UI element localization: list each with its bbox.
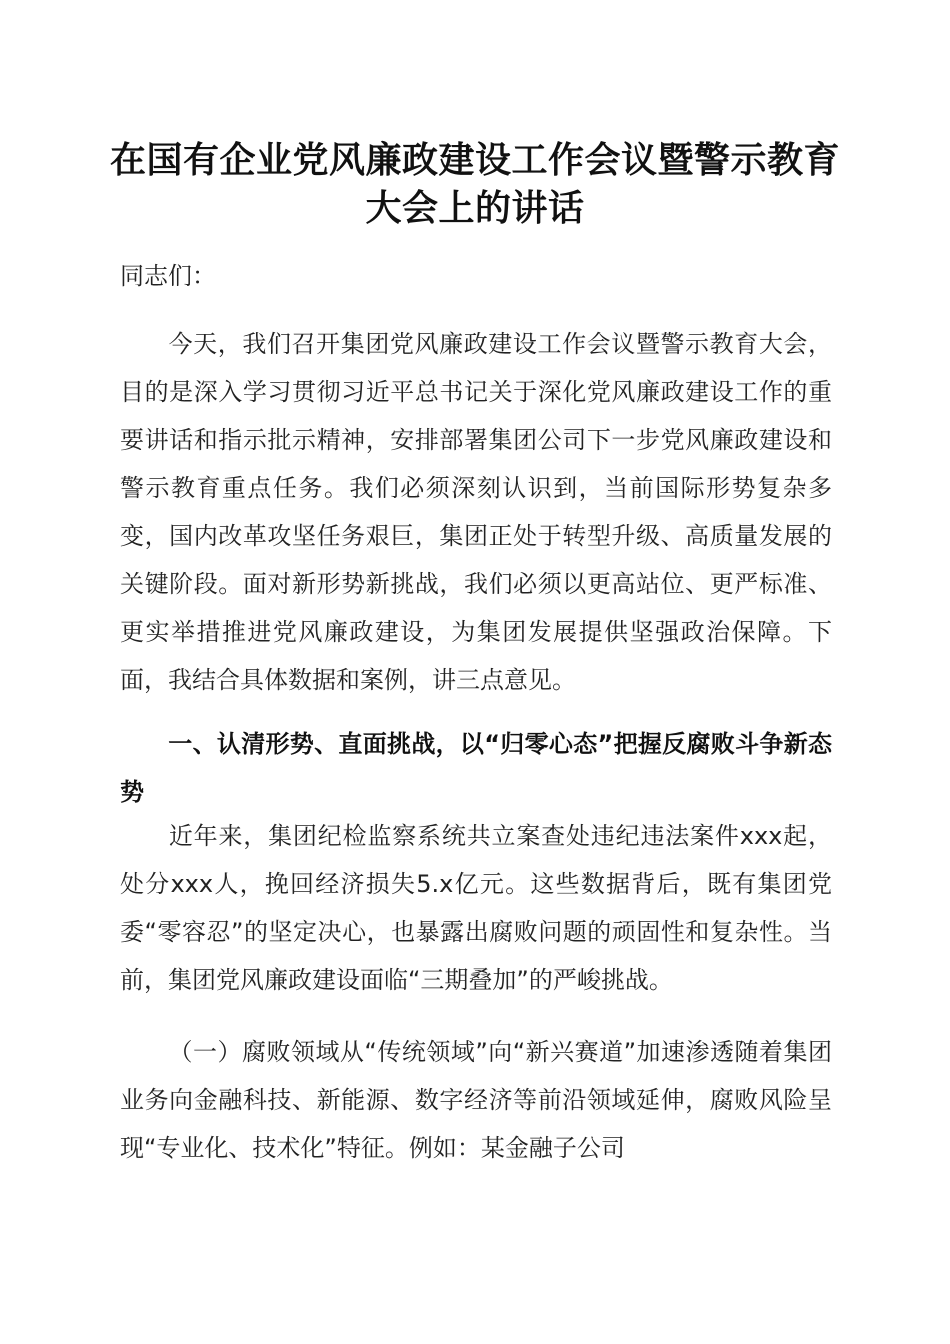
paragraph-intro-text: 今天，我们召开集团党风廉政建设工作会议暨警示教育大会，目的是深入学习贯彻习近平总书记关于深化党风廉政建设工作的重要讲话和指示批示精神，安排部署集团公司下一步党风廉政建设和警示教育重点任务。我们必须深刻认识到，当前国际形势复杂多变，国内改革攻坚任务艰巨，集团正处于转型升级、高质量发展的关键阶段。面对新形势新挑战，我们必须以更高站位、更严标准、更实举措推进党风廉政建设，为集团发展提供坚强政治保障。下面，我结合具体数据和案例，讲三点意见。: [120, 330, 832, 694]
paragraph-section-1-text: 近年来，集团纪检监察系统共立案查处违纪违法案件xxx起，处分xxx人，挽回经济损失5.x亿元。这些数据背后，既有集团党委“零容忍”的坚定决心，也暴露出腐败问题的顽固性和复杂性。当前，集团党风廉政建设面临“三期叠加”的严峻挑战。: [120, 822, 832, 994]
paragraph-intro: [120, 320, 832, 704]
document-title-line-1: 在国有企业党风廉政建设工作会议暨警示教育: [109, 139, 840, 181]
section-heading-1: [120, 720, 832, 816]
paragraph-section-1: [120, 812, 832, 1004]
paragraph-subsection-1: [120, 1028, 832, 1172]
document-title-line-2: 大会上的讲话: [365, 187, 585, 229]
section-heading-1-text: 一、认清形势、直面挑战，以“归零心态”把握反腐败斗争新态势: [120, 730, 832, 806]
greeting: 同志们：: [120, 262, 216, 290]
paragraph-subsection-1-text: （一）腐败领域从“传统领域”向“新兴赛道”加速渗透随着集团业务向金融科技、新能源、数字经济等前沿领域延伸，腐败风险呈现“专业化、技术化”特征。例如：某金融子公司: [120, 1038, 832, 1162]
